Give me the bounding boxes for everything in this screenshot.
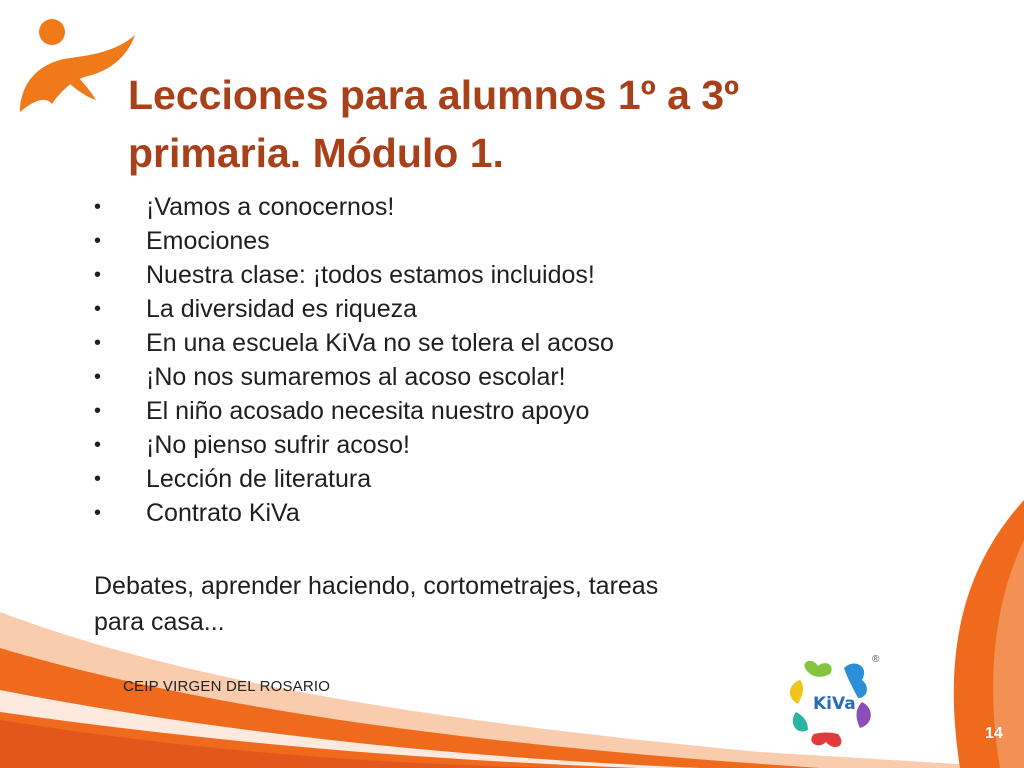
list-item bbox=[94, 462, 814, 496]
list-item-text: La diversidad es riqueza bbox=[146, 295, 417, 323]
list-item-text: Emociones bbox=[146, 227, 270, 255]
bullet-icon: • bbox=[94, 332, 102, 354]
bullet-icon: • bbox=[94, 230, 102, 252]
list-item bbox=[94, 224, 814, 258]
activities-note bbox=[94, 568, 794, 640]
list-item-text: Lección de literatura bbox=[146, 465, 372, 493]
activities-note-line-2: para casa... bbox=[94, 608, 225, 636]
list-item-text: Contrato KiVa bbox=[146, 499, 300, 527]
page-number: 14 bbox=[985, 725, 1003, 742]
bullet-icon: • bbox=[94, 502, 102, 524]
registered-mark: ® bbox=[872, 654, 880, 665]
bullet-icon: • bbox=[94, 264, 102, 286]
list-item-text: Nuestra clase: ¡todos estamos incluidos! bbox=[146, 261, 595, 289]
list-item-text: ¡Vamos a conocernos! bbox=[146, 193, 395, 221]
lesson-list bbox=[94, 190, 814, 530]
orange-person-icon bbox=[20, 19, 135, 112]
activities-note-line-1: Debates, aprender haciendo, cortometrajes, tareas bbox=[94, 572, 659, 600]
list-item bbox=[94, 326, 814, 360]
slide-title-line-2: primaria. Módulo 1. bbox=[128, 130, 504, 176]
kiva-logo-text: KiVa bbox=[813, 694, 856, 714]
bullet-icon: • bbox=[94, 298, 102, 320]
slide-title-line-1: Lecciones para alumnos 1º a 3º bbox=[128, 72, 740, 118]
list-item-text: El niño acosado necesita nuestro apoyo bbox=[146, 397, 590, 425]
list-item bbox=[94, 360, 814, 394]
list-item-text: ¡No nos sumaremos al acoso escolar! bbox=[146, 363, 566, 391]
list-item bbox=[94, 190, 814, 224]
list-item-text: En una escuela KiVa no se tolera el acoso bbox=[146, 329, 614, 357]
list-item-text: ¡No pienso sufrir acoso! bbox=[146, 431, 411, 459]
list-item bbox=[94, 394, 814, 428]
bullet-icon: • bbox=[94, 434, 102, 456]
bullet-icon: • bbox=[94, 468, 102, 490]
list-item bbox=[94, 496, 814, 530]
slide-title bbox=[128, 66, 928, 182]
list-item bbox=[94, 292, 814, 326]
bullet-icon: • bbox=[94, 196, 102, 218]
bullet-icon: • bbox=[94, 400, 102, 422]
list-item bbox=[94, 258, 814, 292]
bullet-icon: • bbox=[94, 366, 102, 388]
list-item bbox=[94, 428, 814, 462]
footer-school-name: CEIP VIRGEN DEL ROSARIO bbox=[123, 678, 331, 695]
